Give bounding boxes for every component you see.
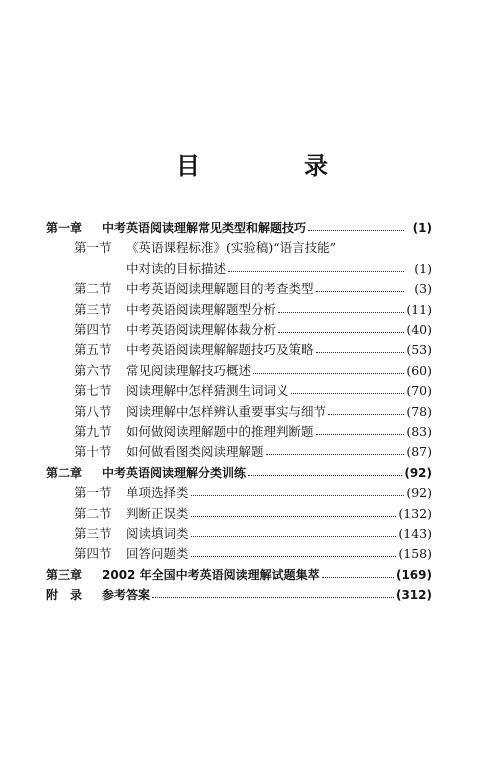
dot-leader: [316, 343, 404, 353]
toc-entry-title: 中考英语阅读理解解题技巧及策略: [126, 342, 314, 358]
toc-section-row: [74, 402, 432, 422]
toc-chapter-row: [46, 565, 432, 585]
toc-page-number: (70): [406, 383, 432, 399]
toc-entry-number: 第九节: [74, 424, 112, 439]
toc-section-row: [74, 524, 432, 544]
toc-page-number: (40): [406, 322, 432, 337]
toc-entry-title: 中考英语阅读理解题型分析: [126, 301, 277, 317]
toc-entry-title: 阅读填词类: [126, 526, 189, 541]
toc-entry-number: 第四节: [74, 546, 112, 562]
dot-leader: [191, 507, 397, 517]
toc-entry-number: 第二节: [74, 505, 112, 521]
toc-section-row: [74, 483, 432, 503]
toc-page-number: (1): [412, 221, 432, 235]
dot-leader: [291, 384, 404, 394]
toc-page-number: (87): [406, 444, 432, 460]
toc-entry-number: 第五节: [74, 342, 112, 358]
toc-entry-title: 判断正误类: [126, 505, 189, 521]
dot-leader: [278, 303, 404, 313]
toc-entry-number: 第二章: [46, 465, 83, 480]
toc-section-row: [74, 442, 432, 462]
toc-entry-title: 阅读理解中怎样辨认重要事实与细节: [126, 403, 327, 419]
toc-entry-title: 中考英语阅读理解分类训练: [102, 465, 247, 480]
toc-entry-title: 参考答案: [102, 588, 151, 603]
toc-entry-title: 阅读理解中怎样猜测生词词义: [126, 383, 289, 399]
toc-entry-number: 第八节: [74, 403, 112, 419]
dot-leader: [191, 547, 397, 557]
toc-page-number: (3): [414, 281, 432, 297]
dot-leader: [253, 364, 404, 374]
toc-entry-title: 中考英语阅读理解题目的考查类型: [126, 281, 314, 297]
toc-entry-number: 第四节: [74, 322, 112, 337]
toc-chapter-row: [46, 218, 432, 238]
dot-leader: [316, 282, 404, 292]
toc-entry-title: 2002 年全国中考英语阅读理解试题集萃: [102, 567, 320, 582]
page-title: 目 录: [176, 152, 368, 180]
toc-page-number: (11): [406, 301, 432, 317]
toc-section-row: [74, 361, 432, 381]
dot-leader: [316, 425, 404, 435]
toc-page-number: (92): [404, 465, 432, 480]
toc-section-row: [74, 279, 432, 299]
dot-leader: [191, 527, 397, 537]
toc-entry-title: 常见阅读理解技巧概述: [126, 362, 252, 378]
toc-entry-title: 中考英语阅读理解体裁分析: [126, 322, 277, 337]
toc-section-row: [74, 381, 432, 401]
toc-entry-title: 中考英语阅读理解常见类型和解题技巧: [102, 221, 307, 235]
dot-leader: [228, 262, 404, 272]
toc-entry-title: 单项选择类: [126, 485, 189, 501]
toc-entry-title: 中对读的目标描述: [126, 260, 227, 276]
toc-section-row: [74, 422, 432, 442]
toc-section-row: [74, 259, 432, 279]
toc-page-number: (60): [406, 362, 432, 378]
toc-page-number: (158): [398, 546, 432, 562]
toc-section-row: [74, 238, 432, 258]
toc-page-number: (169): [395, 567, 432, 582]
dot-leader: [191, 486, 404, 496]
dot-leader: [266, 445, 404, 455]
toc-entry-number: 附 录: [46, 588, 83, 603]
toc-entry-number: 第三节: [74, 526, 112, 541]
toc-section-row: [74, 320, 432, 340]
toc-section-row: [74, 544, 432, 564]
toc-entry-number: 第六节: [74, 362, 112, 378]
toc-chapter-row: [46, 585, 432, 605]
toc-entry-number: 第一节: [74, 240, 112, 256]
toc-entry-title: 回答问题类: [126, 546, 189, 562]
toc-page-number: (83): [406, 424, 432, 439]
toc-entry-title: 《英语课程标准》(实验稿)“语言技能”: [126, 240, 337, 256]
toc-entry-number: 第二节: [74, 281, 112, 297]
toc-entry-number: 第三节: [74, 301, 112, 317]
toc-section-row: [74, 340, 432, 360]
toc-page-number: (92): [406, 485, 432, 501]
toc-chapter-row: [46, 463, 432, 483]
dot-leader: [152, 588, 394, 598]
toc-entry-title: 如何做看图类阅读理解题: [126, 444, 264, 460]
toc-entry-number: 第一节: [74, 485, 112, 501]
toc-section-row: [74, 300, 432, 320]
dot-leader: [328, 405, 404, 415]
toc-entry-number: 第一章: [46, 221, 83, 235]
toc-page-number: (1): [414, 260, 432, 276]
toc-page-number: (53): [406, 342, 432, 358]
dot-leader: [322, 568, 394, 578]
toc-entry-number: 第十节: [74, 444, 112, 460]
toc-page-number: (78): [406, 403, 432, 419]
dot-leader: [308, 221, 404, 231]
toc-page-number: (143): [398, 526, 432, 541]
dot-leader: [278, 323, 404, 333]
dot-leader: [248, 466, 402, 476]
toc-entry-title: 如何做阅读理解题中的推理判断题: [126, 424, 314, 439]
toc-page-number: (312): [395, 588, 432, 603]
toc-entry-number: 第七节: [74, 383, 112, 399]
toc-section-row: [74, 504, 432, 524]
toc-entry-number: 第三章: [46, 567, 83, 582]
toc-page-number: (132): [398, 505, 432, 521]
